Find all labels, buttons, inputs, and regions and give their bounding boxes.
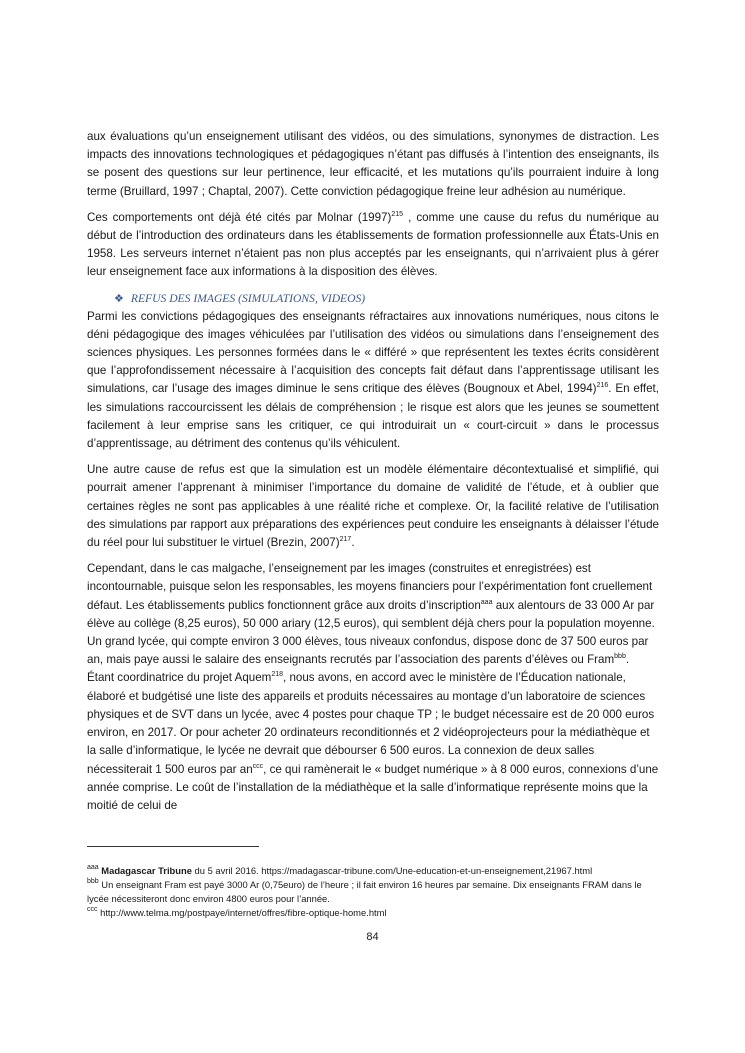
footnote-aaa: $^{aaa}$ Madagascar Tribune du 5 avril 2016. https://madagascar-tribune.com/Une-education-et-un-enseignement,21967.html [87, 864, 593, 876]
footnotes [87, 864, 659, 920]
footnote-ref-216[interactable]: 216 [596, 382, 609, 390]
diamond-bullet-icon: ❖ [114, 292, 124, 305]
footnote-ref-218[interactable]: 218 [271, 671, 284, 679]
section-heading: ❖ REFUS DES IMAGES (SIMULATIONS, VIDEOS) [114, 291, 366, 305]
paragraph-3: Parmi les convictions pédagogiques des enseignants réfractaires aux innovations numériques, nous citons le déni pédagogique des images véhiculées par l’utilisation des vidéos ou simulations dans l’enseignement des sciences physiques. Les personnes formées dans le « différé » que représentent les textes écrits considèrent que l’approfondissement nécessaire à l’acquisition des concepts fait défaut dans l’apprentissage utilisant les simulations, car l’usage des images diminue le sens critique des élèves (Bougnoux et Abel, 1994)$^{216}$. En effet, les simulations raccourcissent les délais de compréhension ; le risque est alors que les jeunes se soumettent facilement à leur emprise sans les critiquer, ce qui introduirait un « court-circuit » dans le processus d’apprentissage, au détriment des contenus qu’ils véhiculent. [87, 309, 659, 451]
page-number: 84 [366, 931, 379, 943]
footnote-bbb: $^{bbb}$ Un enseignant Fram est payé 3000 Ar (0,75euro) de l’heure ; il fait environ 16 heures par semaine. Dix enseignants FRAM dans le lycée nécessiteront donc environ 4800 euros pour l’année. [87, 878, 642, 904]
footnote-ref-217[interactable]: 217 [339, 536, 352, 544]
paragraph-2: Ces comportements ont déjà été cités par Molnar $(1997)^{215}$ , comme une cause du refus du numérique au début de l’introduction des ordinateurs dans les établissements de formation professionnelle aux États-Unis en 1958. Les serveurs internet n’étaient pas non plus acceptés par les enseignants, qui n’arrivaient plus à gérer leur enseignement face aux informations à la disposition des élèves. [87, 210, 659, 279]
footnote-separator [87, 846, 259, 847]
body-text [87, 128, 659, 823]
footnote-ref-215[interactable]: 215 [391, 210, 404, 218]
footnote-ref-bbb[interactable]: bbb [614, 653, 626, 661]
paragraph-1: aux évaluations qu’un enseignement utilisant des vidéos, ou des simulations, synonymes de distraction. Les impacts des innovations technologiques et pédagogiques n’étant pas diffusés à l’intention des enseignants, ils se posent des questions sur leur pertinence, leur efficacité, et les mutations qu’ils pourraient induire à long terme (Bruillard, 1997 ; Chaptal, 2007). Cette conviction pédagogique freine leur adhésion au numérique. [87, 130, 659, 198]
footnote-ccc: $^{ccc}$ http://www.telma.mg/postpaye/internet/offres/fibre-optique-home.html [87, 906, 387, 918]
footnote-ref-ccc[interactable]: ccc [252, 762, 264, 770]
footnote-ref-aaa[interactable]: aaa [480, 598, 493, 606]
paragraph-4: Une autre cause de refus est que la simulation est un modèle élémentaire décontextualisé et simplifié, qui pourrait amener l’apprenant à minimiser l’importance du domaine de validité de l’étude, et à oublier que certaines règles ne sont pas applicables à une réalité riche et complexe. Or, la facilité relative de l’utilisation des simulations par rapport aux préparations des expériences peut conduire les enseignants à délaisser l’étude du réel pour lui substituer le virtuel (Brezin, 2007)$^{217}$. [87, 463, 659, 550]
paragraph-5: Cependant, dans le cas malgache, l’enseignement par les images (construites et enregistrées) est incontournable, puisque selon les responsables, les moyens financiers pour l’expérimentation font cruellement défaut. Les établissements publics fonctionnent grâce aux droits d’inscription$^{aaa}$ aux alentours de 33 000 Ar par élève au collège (8,25 euros), 50 000 ariary (12,5 euros), qui semblent déjà chers pour la population moyenne. Un grand lycée, qui compte environ 3 000 élèves, tous niveaux confondus, dispose donc de 37 500 euros par an, mais paye aussi le salaire des enseignants recrutés par l’association des parents d’élèves ou Fram$^{bbb}$. Étant coordinatrice du projet Aquem$^{218}$, nous avons, en accord avec le ministère de l’Éducation nationale, élaboré et budgétisé une liste des appareils et produits nécessaires au montage d’un laboratoire de sciences physiques et de SVT dans un lycée, avec 4 postes pour chaque TP ; le budget nécessaire est de 20 000 euros environ, en 2017. Or pour acheter 20 ordinateurs reconditionnés et 2 vidéoprojecteurs pour la médiathèque et la salle d’informatique, le lycée ne devrait que débourser 6 500 euros. La connexion de deux salles nécessiterait 1 500 euros par $an^{ccc}$, ce qui ramènerait le « budget numérique » à 8 000 euros, connexions d’une année comprise. Le coût de l’installation de la médiathèque et la salle d’informatique représente moins que la moitié de celui de [87, 562, 659, 812]
